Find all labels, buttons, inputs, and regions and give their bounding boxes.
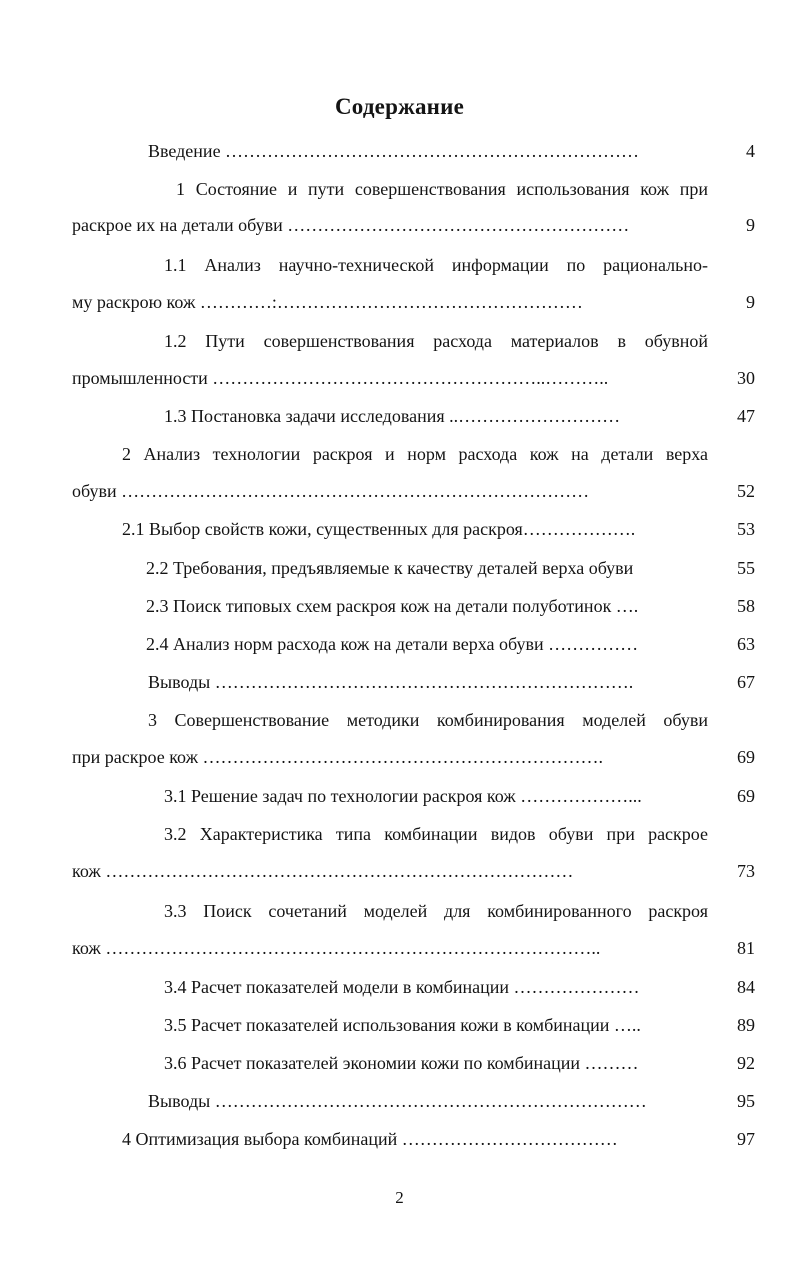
toc-entry-section-1-3[interactable]: 1.3 Постановка задачи исследования ..……………………… <box>164 406 621 426</box>
toc-entry-section-1-1-line-2[interactable]: му раскрою кож …………:…………………………………………… <box>72 292 583 312</box>
toc-page-number: 73 <box>737 861 755 881</box>
toc-entry-section-3-6[interactable]: 3.6 Расчет показателей экономии кожи по комбинации ……… <box>164 1053 639 1073</box>
toc-page-number: 53 <box>737 519 755 539</box>
toc-entry-chapter-2-line-2[interactable]: обуви …………………………………………………………………… <box>72 481 590 501</box>
toc-page-number: 89 <box>737 1015 755 1035</box>
toc-entry-section-3-2-line-1[interactable]: 3.2 Характеристика типа комбинации видов обуви при раскрое <box>164 824 708 844</box>
toc-page-number: 55 <box>737 558 755 578</box>
toc-page-number: 69 <box>737 786 755 806</box>
toc-page-number: 67 <box>737 672 755 692</box>
toc-entry-section-1-2-line-2[interactable]: промышленности ………………………………………………..……….. <box>72 368 609 388</box>
toc-entry-section-2-2[interactable]: 2.2 Требования, предъявляемые к качеству деталей верха обуви <box>146 558 634 578</box>
toc-entry-section-3-5[interactable]: 3.5 Расчет показателей использования кожи в комбинации ….. <box>164 1015 641 1035</box>
toc-entry-section-3-4[interactable]: 3.4 Расчет показателей модели в комбинации ………………… <box>164 977 640 997</box>
toc-entry-conclusions-3[interactable]: Выводы ……………………………………………………………… <box>148 1091 647 1111</box>
toc-entry-conclusions-2[interactable]: Выводы ……………………………………………………………. <box>148 672 634 692</box>
toc-entry-section-2-4[interactable]: 2.4 Анализ норм расхода кож на детали верха обуви …………… <box>146 634 639 654</box>
toc-entry-section-3-2-line-2[interactable]: кож …………………………………………………………………… <box>72 861 574 881</box>
toc-page-number: 4 <box>746 141 755 161</box>
toc-entry-chapter-3-line-1[interactable]: 3 Совершенствование методики комбинирования моделей обуви <box>148 710 708 730</box>
toc-page-number: 52 <box>737 481 755 501</box>
toc-page-number: 92 <box>737 1053 755 1073</box>
toc-page-number: 95 <box>737 1091 755 1111</box>
toc-page-number: 9 <box>746 292 755 312</box>
toc-page-number: 97 <box>737 1129 755 1149</box>
toc-entry-chapter-1-line-2[interactable]: раскрое их на детали обуви ………………………………………………… <box>72 215 630 235</box>
toc-entry-section-3-3-line-1[interactable]: 3.3 Поиск сочетаний моделей для комбинированного раскроя <box>164 901 708 921</box>
toc-page-number: 81 <box>737 938 755 958</box>
toc-entry-chapter-3-line-2[interactable]: при раскрое кож …………………………………………………………. <box>72 747 604 767</box>
toc-page-number: 69 <box>737 747 755 767</box>
toc-entry-section-3-3-line-2[interactable]: кож ……………………………………………………………………….. <box>72 938 601 958</box>
toc-entry-chapter-1-line-1[interactable]: 1 Состояние и пути совершенствования использования кож при <box>176 179 708 199</box>
toc-entry-section-1-2-line-1[interactable]: 1.2 Пути совершенствования расхода материалов в обувной <box>164 331 708 351</box>
toc-page-number: 30 <box>737 368 755 388</box>
toc-entry-section-2-1[interactable]: 2.1 Выбор свойств кожи, существенных для раскроя………………. <box>122 519 636 539</box>
toc-page-number: 58 <box>737 596 755 616</box>
toc-entry-section-3-1[interactable]: 3.1 Решение задач по технологии раскроя кож ………………... <box>164 786 642 806</box>
toc-page-number: 84 <box>737 977 755 997</box>
toc-entry-section-1-1-line-1[interactable]: 1.1 Анализ научно-технической информации по рационально- <box>164 255 708 275</box>
toc-page-number: 9 <box>746 215 755 235</box>
toc-page-number: 63 <box>737 634 755 654</box>
toc-page-number: 47 <box>737 406 755 426</box>
toc-entry-chapter-2-line-1[interactable]: 2 Анализ технологии раскроя и норм расхода кож на детали верха <box>122 444 708 464</box>
toc-entry-intro[interactable]: Введение …………………………………………………………… <box>148 141 640 161</box>
toc-entry-chapter-4[interactable]: 4 Оптимизация выбора комбинаций ……………………………… <box>122 1129 618 1149</box>
footer-page-number: 2 <box>395 1188 404 1207</box>
toc-entry-section-2-3[interactable]: 2.3 Поиск типовых схем раскроя кож на детали полуботинок …. <box>146 596 639 616</box>
page-title: Содержание <box>335 94 464 119</box>
